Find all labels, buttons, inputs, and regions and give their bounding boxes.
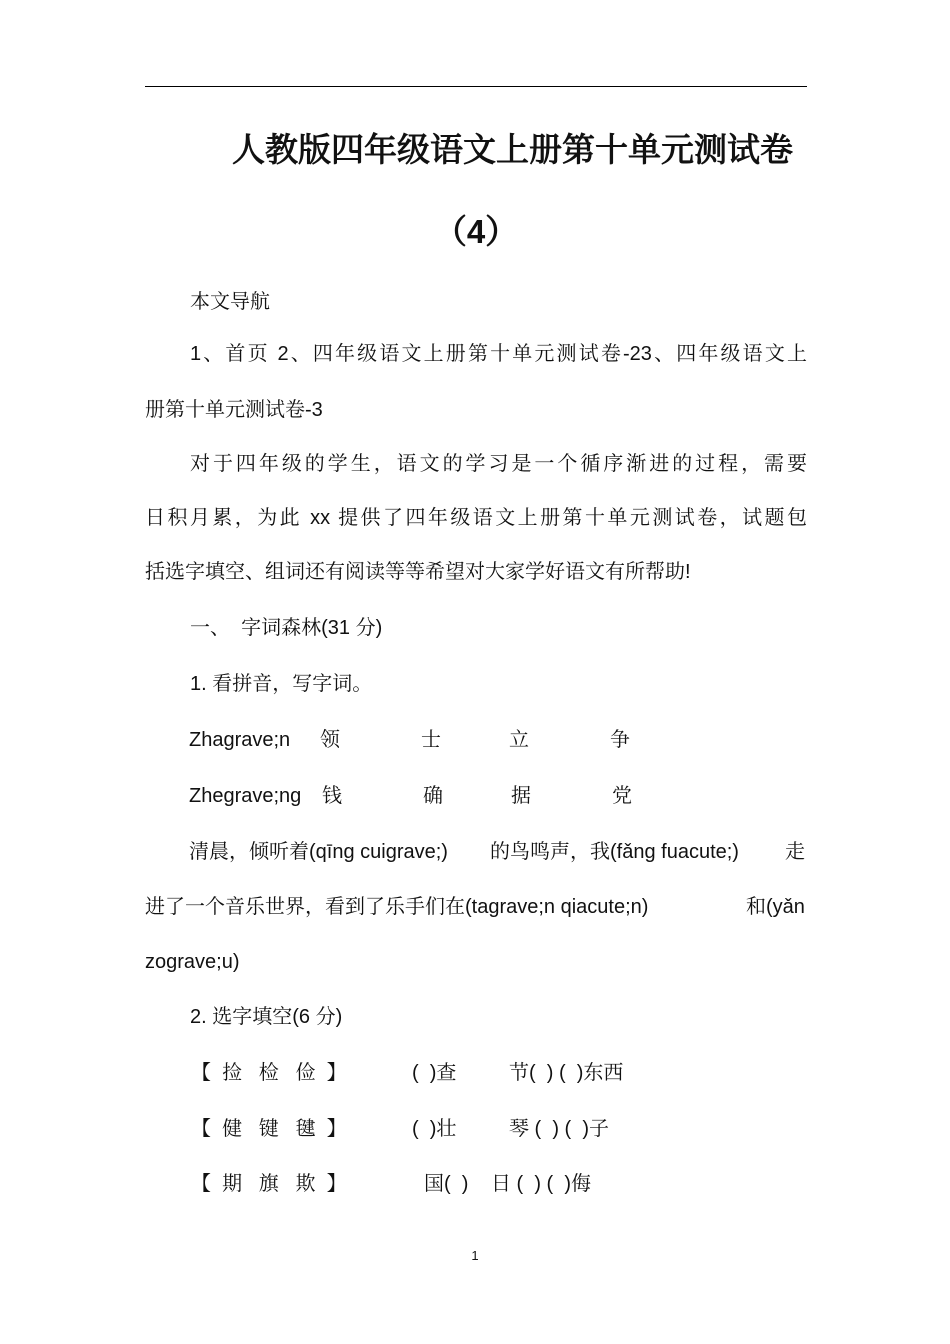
question-heading: 1. 看拼音，写字词。 — [190, 673, 373, 695]
pinyin-text: Zhegrave;ng — [189, 785, 302, 807]
character: 争 — [610, 729, 630, 751]
character: 领 — [320, 729, 340, 751]
character: 士 — [421, 729, 441, 751]
blank-item: 琴 ( ) ( )子 — [509, 1118, 609, 1140]
character-group: 【 期 旗 欺 】 — [191, 1173, 347, 1195]
intro-paragraph-line: 括选字填空、组词还有阅读等等希望对大家学好语文有所帮助! — [145, 561, 691, 583]
paragraph-segment: 进了一个音乐世界，看到了乐手们在(tagrave;n qiacute;n) — [145, 896, 649, 918]
nav-heading: 本文导航 — [190, 291, 270, 313]
paragraph-segment: 走 — [785, 841, 805, 863]
pinyin-text: Zhagrave;n — [189, 729, 291, 751]
document-title-number: （4） — [433, 213, 519, 250]
blank-item: ( )壮 — [412, 1118, 457, 1140]
paragraph-segment: zograve;u) — [145, 951, 240, 973]
intro-paragraph-line: 日积月累，为此 xx 提供了四年级语文上册第十单元测试卷，试题包 — [145, 507, 807, 529]
nav-line: 册第十单元测试卷-3 — [145, 399, 323, 421]
paragraph-segment: 的鸟鸣声，我(fǎng fuacute;) — [490, 841, 739, 863]
character-group: 【 健 键 毽 】 — [191, 1118, 347, 1140]
character: 党 — [612, 785, 632, 807]
paragraph-segment: 和(yǎn — [746, 896, 805, 918]
page-number: 1 — [471, 1248, 479, 1263]
blank-item: 节( ) ( )东西 — [509, 1062, 624, 1084]
blank-item: 国( ) — [424, 1173, 469, 1195]
nav-line: 1、首页 2、四年级语文上册第十单元测试卷-23、四年级语文上 — [190, 343, 807, 365]
character: 据 — [511, 785, 531, 807]
character: 确 — [423, 785, 443, 807]
document-title: 人教版四年级语文上册第十单元测试卷 — [232, 131, 793, 168]
header-rule — [145, 86, 807, 87]
character: 立 — [509, 729, 529, 751]
paragraph-segment: 清晨，倾听着(qīng cuigrave;) — [189, 841, 448, 863]
character: 钱 — [322, 785, 342, 807]
blank-item: 日 ( ) ( )侮 — [491, 1173, 591, 1195]
question-heading: 2. 选字填空(6 分) — [190, 1006, 343, 1028]
blank-item: ( )查 — [412, 1062, 457, 1084]
character-group: 【 捡 检 俭 】 — [191, 1062, 347, 1084]
section-heading: 一、 字词森林(31 分) — [190, 617, 383, 639]
intro-paragraph-line: 对于四年级的学生，语文的学习是一个循序渐进的过程，需要 — [190, 453, 807, 475]
